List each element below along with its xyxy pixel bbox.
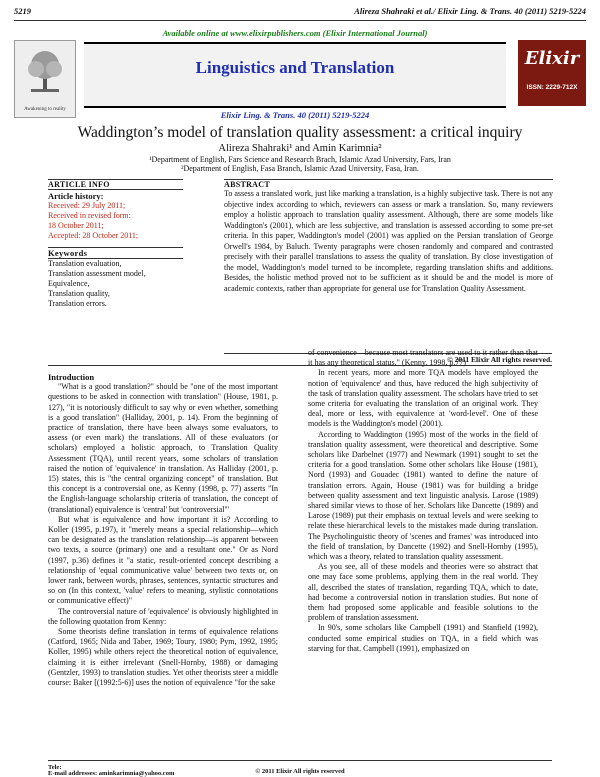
footer-tele: Tele: — [48, 764, 62, 771]
affiliation-1: ¹Department of English, Fars Science and Research Brach, Islamic Azad University, Fars, Iran — [149, 155, 451, 164]
body-paragraph: The controversial nature of 'equivalence' is obviously highlighted in the following quotation from Kenny: — [48, 606, 278, 626]
footer-email: E-mail addresses: aminkarimnia@yahoo.com — [48, 770, 175, 777]
elixir-logo-name: Elixir — [524, 48, 580, 69]
journal-banner — [14, 26, 586, 126]
body-paragraph: But what is equivalence and how important it is? According to Koller (1995, p.197), it "merely means a special relationship—which can be designated as the translation relationship—is apparent between two texts, a source (primary) one and a resultant one." Or as Nord (1997, p.36) defines it "a static, result-oriented concept describing a relationship of 'equal communicative value' between two texts or, on lower rank, between words, phrases, sentences, syntactic structures and so on (In this context, 'value' refers to meaning, stylistic connotations or communicative effect)" — [48, 514, 278, 606]
abstract-text: To assess a translated work, just like marking a translation, is a highly subjective task. There is not any objective index according to which, reviewers can assess or mark a translation. So, many reviewers employ a holistic approach to translation quality assessment. Although, there are some models like Waddington's (2001), which are less subjective, and translation is assessed according to some pre-set criteria. In this paper, Waddington's model (2001) was applied on the Persian translation of George Orwell's 1984, by Baluch. Twenty paragraphs were chosen randomly and compared and contrasted precisely with their parallel translations to assess the quality of translation. By close investigation of the model, Waddington's model turned to be incomplete, regarding translation shifts and additions. Besides, the holistic method proved not to be sufficient as it should be and the model is more of academic contexts, rather than appropriate for general use for Translation Quality Assessment. — [224, 189, 553, 293]
introduction-heading: Introduction — [48, 372, 95, 382]
keyword-item: Translation errors. — [48, 299, 107, 308]
elixir-logo — [518, 40, 586, 106]
keyword-item: Equivalence, — [48, 279, 90, 288]
footer-rule — [48, 760, 552, 761]
body-paragraph: According to Waddington (1995) most of the works in the field of translation quality assessment, were theoretical and descriptive. Some scholars like Darbelnet (1977) and Newmark (1991) sought to set the criteria for a good translation. Some other scholars like House (1981), Nord (1993) and Gouadec (1981) wanted to define the nature of translation errors. Again, House (1981) was for building a bridge between quality assessment and text linguistic analysis. Larose (1989) shared similar views to those of her. Scholars like Dancette (1989) and Larose (1989) put their emphasis on textual levels and were seeking to relate these hierarchical levels to the mistakes made during translation. The Psycholinguistic theory of 'scenes and frames' was introduced into the field of translation, by Dancette (1992) and Snell-Hornby (1995), which was a theory, related to translation quality assessment. — [308, 429, 538, 562]
body-paragraph: of convenience—because most translators are used to it rather than that it has any theoretical status." (Kenny, 1998, p.77) — [308, 348, 538, 368]
history-line: Received: 29 July 2011; — [48, 201, 126, 210]
abstract-section — [224, 179, 553, 294]
article-info — [48, 179, 183, 309]
article-info-mid-rule — [48, 189, 183, 190]
journal-name: Linguistics and Translation — [195, 58, 395, 77]
publisher-logo-text: Awakening to reality — [24, 107, 66, 112]
affiliation-2: ²Department of English, Fasa Branch, Islamic Azad University, Fasa, Iran. — [181, 164, 419, 173]
body-paragraph: In recent years, more and more TQA models have employed the notion of 'equivalence' and thus, have reduced the high subjectivity of the task of translation quality assessment. The scholars have tried to set some criteria for evaluating the translation of an original work. They deal, more or less, with equivalence at 'word-level'. One of these models is the Waddington's model (2001). — [308, 368, 538, 429]
history-line: Accepted: 28 October 2011; — [48, 231, 139, 240]
body-paragraph: In 90's, some scholars like Campbell (1991) and Stanfield (1992), conducted some empirical studies on TQA, in a field which was starving for that. Campbell (1991), emphasized on — [308, 623, 538, 653]
journal-name-box — [84, 42, 506, 108]
abstract-copyright: © 2011 Elixir All rights reserved. — [447, 355, 552, 364]
header-citation: Alireza Shahraki et al./ Elixir Ling. & Trans. 40 (2011) 5219-5224 — [354, 6, 586, 16]
tree-icon — [21, 47, 69, 93]
header-rule — [14, 20, 586, 21]
running-header — [14, 6, 586, 18]
body-paragraph: "What is a good translation?" should be "one of the most important questions to be asked in connection with translation" (House, 1981, p. 127), "it is notoriously difficult to say why or even whether, something is a good translation" (Halliday, 2001, p. 14). From the beginning of practice of translation, there have been always some evaluators, to assess (or even mark) the translations. All of these evaluators (or scholars) employed a holistic approach, to Translation Quality Assessment (TQA), until recent years, some scholars of translation raised the notion of 'equivalence' in translation. As Halliday (2001, p. 15) states, this is "the central organizing concept" of translation. But this concept is a controversial one, as Kenny (1998, p. 77) asserts "In the English-language scholarship criteria of translation, the concept of (translational) equivalence is 'central' but 'controversial'" — [48, 382, 278, 514]
keyword-item: Translation evaluation, — [48, 259, 122, 268]
keywords-heading: Keywords — [48, 248, 88, 258]
keyword-item: Translation quality, — [48, 289, 110, 298]
abstract-heading: ABSTRACT — [224, 180, 270, 189]
availability-line: Available online at www.elixirpublishers.com (Elixir International Journal) — [162, 28, 428, 38]
history-line: Received in revised form: — [48, 211, 131, 220]
history-line: 18 October 2011; — [48, 221, 104, 230]
block-quote: Some theorists define translation in terms of equivalence relations (Catford, 1965; Nida and Taber, 1969; Toury, 1980; Pym, 1992, 1995; Koller, 1995) while others reject the theoretical notion of equivalence, claiming it is either irrelevant (Snell-Hornby, 1988) or damaging (Gentzler, 1993) to translation studies. Yet other theorists steer a middle course: Baker [(1992:5-6)] uses the notion of equivalence "for the sake — [48, 627, 278, 688]
journal-citation: Elixir Ling. & Trans. 40 (2011) 5219-5224 — [220, 110, 370, 120]
article-history-heading: Article history: — [48, 191, 104, 201]
footer-copyright: © 2011 Elixir All rights reserved — [255, 768, 345, 775]
page-number: 5219 — [14, 6, 31, 16]
paper-title: Waddington’s model of translation quality assessment: a critical inquiry — [77, 124, 523, 141]
body-paragraph: As you see, all of these models and theories were so abstract that one may face some problems, applying them in the real world. They all, described the states of translation, regarding TQA, which to date, had become a controversial notion in translation studies. But none of them had proposed some applicable and feasible solutions to the problem of translation assessment. — [308, 562, 538, 623]
publisher-logo — [14, 40, 76, 118]
left-column — [48, 372, 278, 748]
article-info-heading: ARTICLE INFO — [48, 180, 110, 189]
issn-label: ISSN: 2229-712X — [526, 84, 578, 91]
keyword-item: Translation assessment model, — [48, 269, 146, 278]
paper-authors: Alireza Shahraki¹ and Amin Karimnia² — [218, 143, 382, 154]
right-column — [308, 348, 538, 750]
